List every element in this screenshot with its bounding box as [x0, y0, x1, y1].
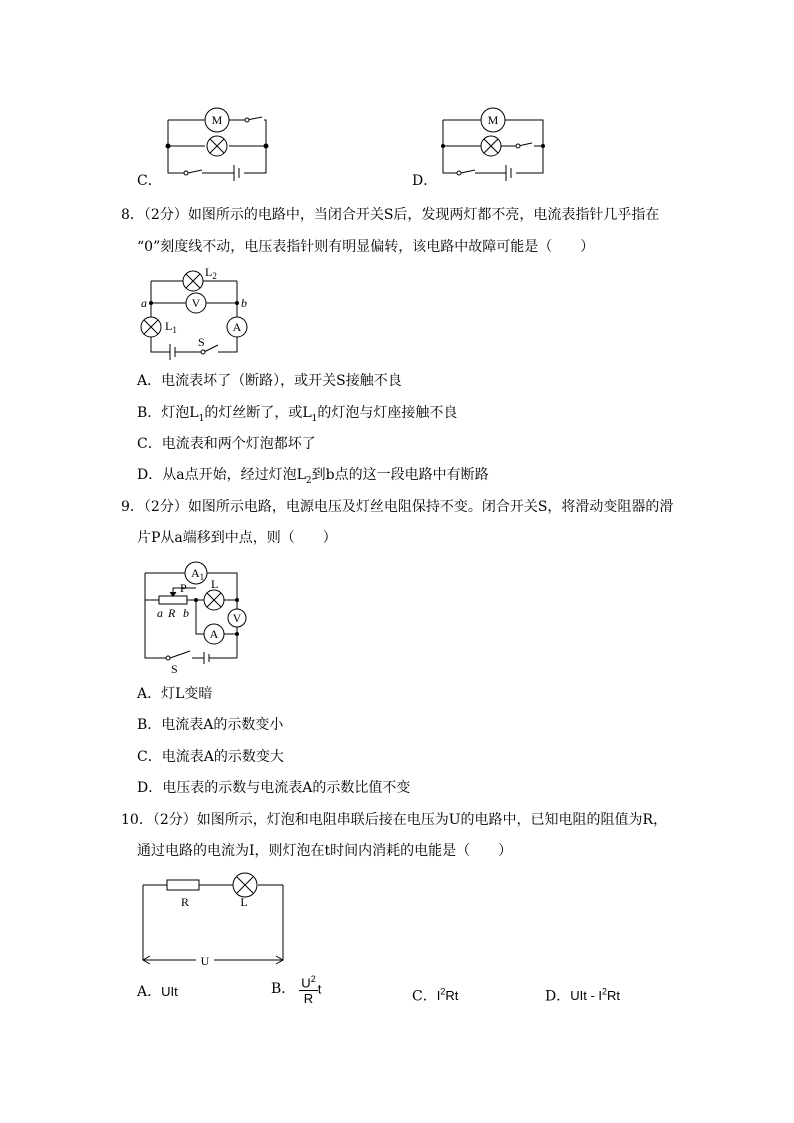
q8-point-a: a [141, 296, 147, 310]
q7-option-c: C． [137, 173, 162, 189]
q8-option-c: C．电流表和两个灯泡都坏了 [137, 436, 316, 452]
q8-number: 8． [121, 207, 144, 223]
q10-r-label: R [180, 895, 190, 909]
q10-points: （2分） [152, 812, 197, 828]
q8-stem-line2: “0”刻度线不动，电压表指针则有明显偏转，该电路中故障可能是（ ） [137, 239, 595, 255]
q9-stem-line2: 片P从a端移到中点，则（ ） [137, 530, 337, 546]
q9-p-label: P [180, 581, 187, 595]
q8-stem: 如图所示的电路中，当闭合开关S后，发现两灯都不亮，电流表指针几乎指在 [187, 207, 660, 223]
q8-ammeter-label: A [232, 320, 242, 334]
q7-option-d: D． [412, 173, 438, 189]
q9-r-label: R [168, 606, 176, 620]
q9-switch-label: S [171, 662, 178, 676]
q8-points: （2分） [143, 207, 188, 223]
q9-option-d: D．电压表的示数与电流表A的示数比值不变 [137, 780, 411, 796]
q8-option-a: A．电流表坏了（断路），或开关S接触不良 [137, 373, 402, 389]
q9-point-b: b [183, 606, 189, 620]
q9-option-c: C．电流表A的示数变大 [137, 749, 284, 765]
q10-stem-line2: 通过电路的电流为I，则灯泡在t时间内消耗的电能是（ ） [137, 843, 513, 859]
q10-option-a: A．UIt [137, 984, 178, 1000]
q8-switch-label: S [198, 335, 205, 349]
q9-points: （2分） [143, 499, 188, 515]
q8-l2-label: $L_2$ [205, 265, 217, 281]
q10-stem: 如图所示，灯泡和电阻串联后接在电压为U的电路中，已知电阻的阻值为R， [196, 812, 668, 828]
q10-option-b-fraction: $\frac{U^2}{R}$ [301, 974, 316, 1007]
q10-u-label: U [200, 954, 210, 968]
q7c-motor-label: M [211, 113, 223, 127]
q10-option-c: C．$I^2Rt$ [412, 987, 459, 1005]
q9-l-label: L [211, 577, 219, 591]
q8-l1-label: $L_1$ [165, 319, 177, 335]
q8-option-d: D．从a点开始，经过灯泡$L_2$到b点的这一段电路中有断路 [137, 467, 489, 486]
q9-option-b: B．电流表A的示数变小 [137, 717, 284, 733]
q9-ammeter-label: A [209, 627, 219, 641]
q8-voltmeter-label: V [191, 296, 201, 310]
q10-number: 10． [121, 812, 153, 828]
q9-option-a: A．灯L变暗 [137, 686, 213, 702]
q10-l-label: L [240, 895, 248, 909]
q8-point-b: b [241, 296, 247, 310]
q9-a1-label: $A_1$ [191, 566, 205, 582]
q10-option-b: B． $\frac{U^2}{R}$ t [271, 974, 322, 1007]
q9-voltmeter-label: V [232, 611, 242, 625]
q9-stem: 如图所示电路，电源电压及灯丝电阻保持不变。闭合开关S，将滑动变阻器的滑 [187, 499, 674, 515]
q10-option-d: D．UIt - $I^2Rt$ [545, 987, 621, 1005]
q9-point-a: a [157, 606, 163, 620]
q8-option-b: B．灯泡$L_1$的灯丝断了，或$L_1$的灯泡与灯座接触不良 [137, 405, 458, 424]
q7d-motor-label: M [487, 113, 499, 127]
q9-number: 9． [121, 499, 144, 515]
